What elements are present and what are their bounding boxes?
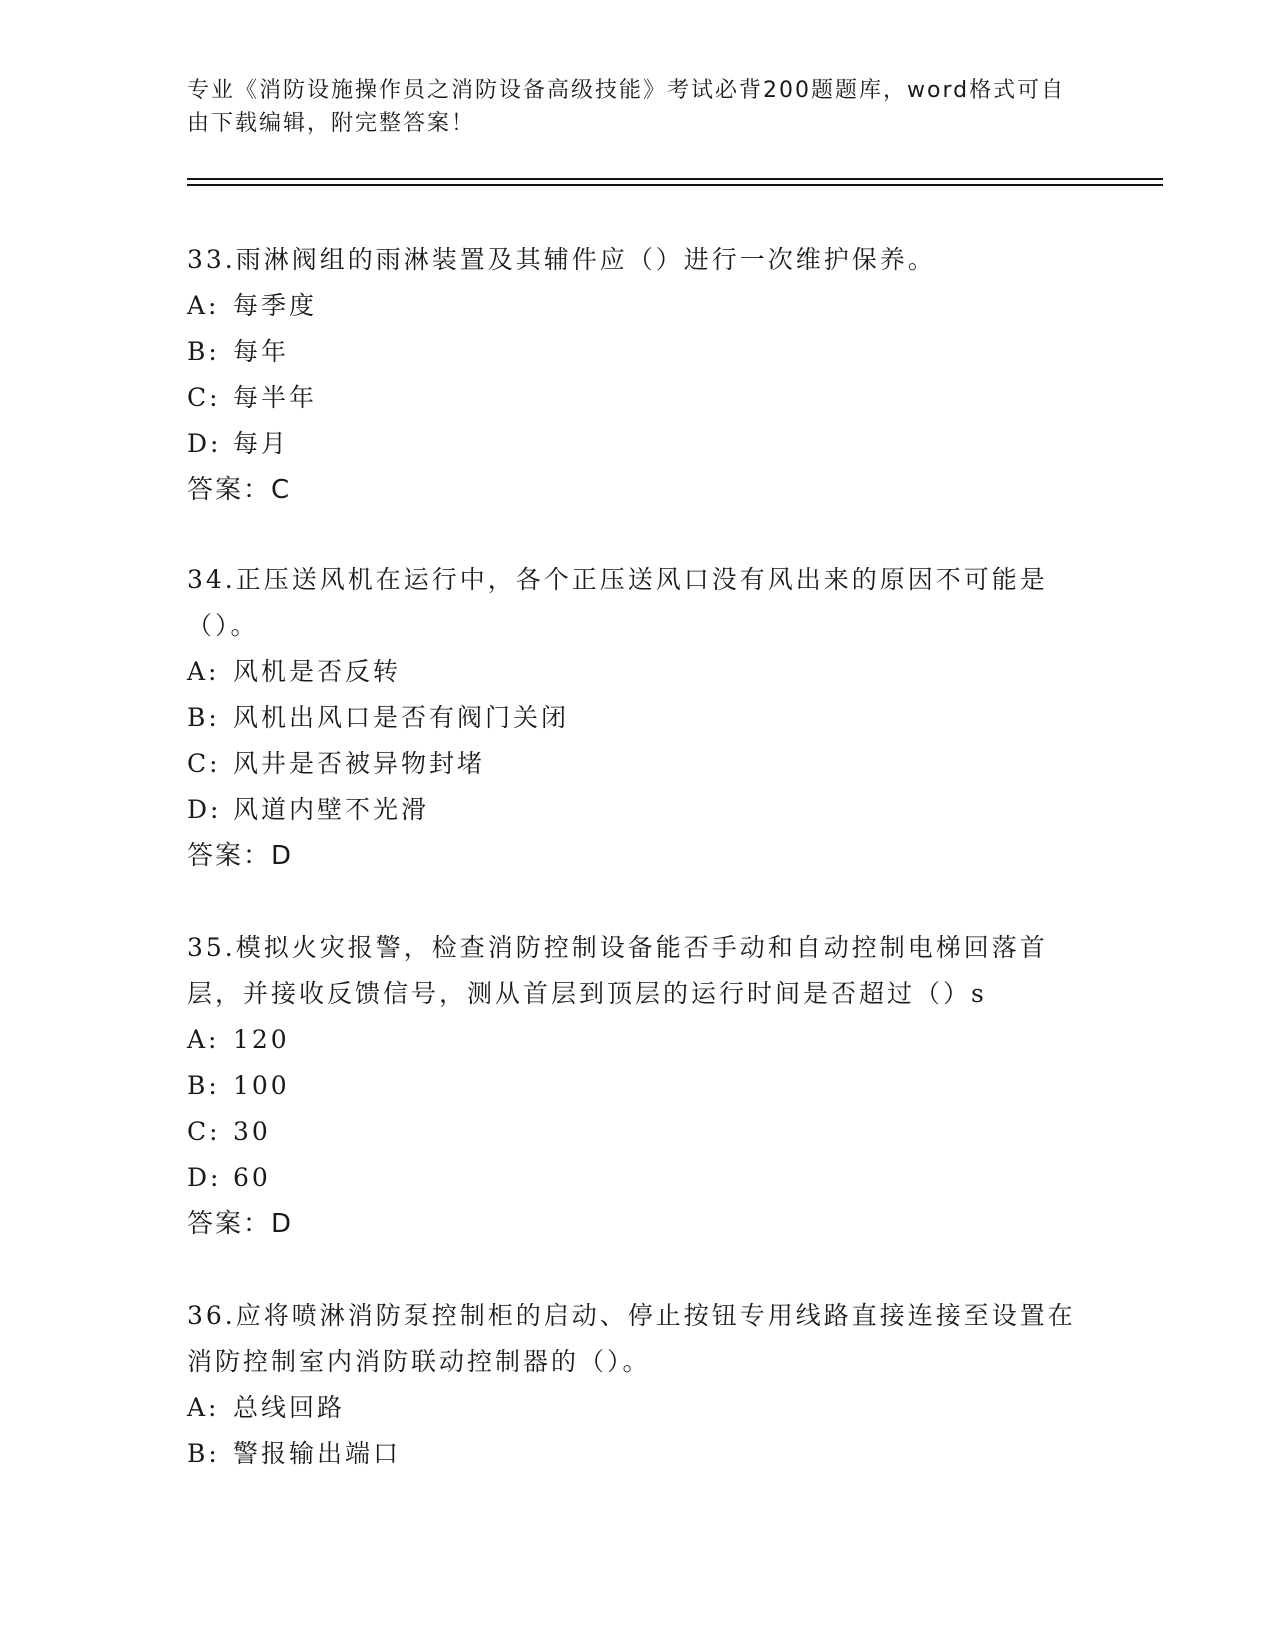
option-b — [187, 1431, 1087, 1477]
option-a — [187, 283, 1087, 329]
option-text: 120 — [233, 1025, 290, 1054]
option-text: 总线回路 — [233, 1393, 346, 1422]
option-label: B: — [187, 703, 220, 732]
option-label: A: — [187, 657, 220, 686]
option-text: 60 — [233, 1163, 271, 1192]
option-d — [187, 1155, 1087, 1201]
option-label: D: — [187, 429, 222, 458]
option-label: B: — [187, 1071, 220, 1100]
option-text: 风井是否被异物封堵 — [233, 749, 486, 778]
question-stem: 33.雨淋阀组的雨淋装置及其辅件应（）进行一次维护保养。 — [187, 245, 936, 274]
option-text: 每年 — [233, 337, 290, 366]
option-a — [187, 1017, 1087, 1063]
question-stem: 36.应将喷淋消防泵控制柜的启动、停止按钮专用线路直接连接至设置在消防控制室内消防联动控制器的（）。 — [187, 1301, 1076, 1376]
question-34 — [187, 557, 1087, 879]
header-divider-bottom — [187, 184, 1163, 186]
option-c — [187, 1109, 1087, 1155]
option-label: B: — [187, 337, 220, 366]
option-text: 风机是否反转 — [233, 657, 402, 686]
option-text: 每季度 — [233, 291, 318, 320]
option-label: D: — [187, 795, 222, 824]
option-b — [187, 1063, 1087, 1109]
option-label: D: — [187, 1163, 222, 1192]
question-36 — [187, 1293, 1087, 1477]
answer: 答案：D — [187, 841, 294, 871]
option-label: A: — [187, 1393, 220, 1422]
answer: 答案：D — [187, 1209, 294, 1239]
option-text: 警报输出端口 — [233, 1439, 402, 1468]
option-c — [187, 741, 1087, 787]
option-d — [187, 421, 1087, 467]
answer: 答案：C — [187, 475, 292, 505]
option-b — [187, 329, 1087, 375]
option-a — [187, 649, 1087, 695]
option-b — [187, 695, 1087, 741]
option-a — [187, 1385, 1087, 1431]
option-d — [187, 787, 1087, 833]
question-stem: 35.模拟火灾报警，检查消防控制设备能否手动和自动控制电梯回落首层，并接收反馈信号，测从首层到顶层的运行时间是否超过（）s — [187, 933, 1048, 1008]
question-35 — [187, 925, 1087, 1247]
option-text: 每月 — [233, 429, 290, 458]
document-intro: 专业《消防设施操作员之消防设备高级技能》考试必背200题题库，word格式可自由下载编辑，附完整答案！ — [187, 78, 1066, 136]
header-divider-top — [187, 178, 1163, 180]
option-label: C: — [187, 383, 221, 412]
option-label: C: — [187, 749, 221, 778]
option-text: 30 — [233, 1117, 271, 1146]
option-text: 风道内壁不光滑 — [233, 795, 430, 824]
option-label: A: — [187, 291, 220, 320]
question-stem: 34.正压送风机在运行中，各个正压送风口没有风出来的原因不可能是（）。 — [187, 565, 1048, 640]
question-33 — [187, 237, 1087, 513]
option-text: 每半年 — [233, 383, 318, 412]
option-c — [187, 375, 1087, 421]
option-label: B: — [187, 1439, 220, 1468]
option-text: 风机出风口是否有阀门关闭 — [233, 703, 570, 732]
option-text: 100 — [233, 1071, 290, 1100]
option-label: A: — [187, 1025, 220, 1054]
option-label: C: — [187, 1117, 221, 1146]
